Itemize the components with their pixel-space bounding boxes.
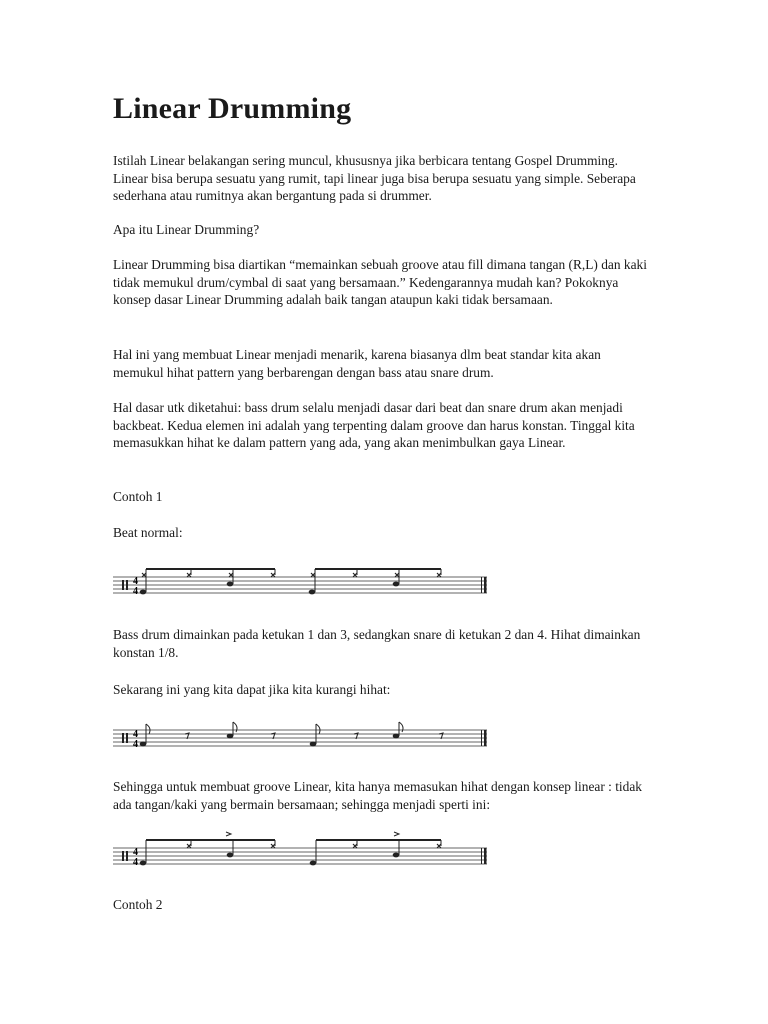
time-signature-top: 4 — [133, 847, 138, 858]
basics-paragraph: Hal dasar utk diketahui: bass drum selalu menjadi dasar dari beat dan snare drum akan menjadi backbeat. Kedua elemen ini adalah yang terpenting dalam groove dan harus konstan. Tinggal kita memasukkan hihat ke dalam pattern yang ada, yang akan menimbulkan gaya Linear. — [113, 400, 635, 450]
intro-paragraph: Istilah Linear belakangan sering muncul, khususnya jika berbicara tentang Gospel Drumming. Linear bisa berupa sesuatu yang rumit, tapi linear juga bisa berupa sesuatu yang simple. Seberapa sederhana atau rumitnya akan bergantung pada si drummer. — [113, 153, 636, 203]
example2-heading: Contoh 2 — [113, 897, 163, 912]
example1-heading: Contoh 1 — [113, 489, 163, 504]
time-signature-bottom: 4 — [133, 857, 138, 868]
hihat-x-notehead-icon — [187, 844, 441, 848]
accent-mark-icon — [226, 832, 399, 836]
beat-normal-label: Beat normal: — [113, 525, 183, 540]
linear-intro-paragraph: Sehingga untuk membuat groove Linear, kita hanya memasukan hihat dengan konsep linear : tidak ada tangan/kaki yang bermain bersamaan; sehingga menjadi sperti ini: — [113, 779, 642, 812]
staff-linear-groove — [113, 830, 493, 876]
definition-paragraph: Linear Drumming bisa diartikan “memainkan sebuah groove atau fill dimana tangan (R,L) dan kaki tidak memukul drum/cymbal di saat yang bersamaan.” Kedengarannya mudah kan? Pokoknya konsep dasar Linear Drumming adalah baik tangan ataupun kaki tidak bersamaan. — [113, 257, 647, 307]
page-title: Linear Drumming — [113, 92, 352, 125]
staff-reduced — [113, 718, 493, 758]
time-signature-bottom: 4 — [133, 739, 138, 750]
time-signature-top: 4 — [133, 729, 138, 740]
staff-normal-beat — [113, 560, 493, 606]
bass-explain-paragraph: Bass drum dimainkan pada ketukan 1 dan 3, sedangkan snare di ketukan 2 dan 4. Hihat dimainkan konstan 1/8. — [113, 627, 641, 660]
question-paragraph: Apa itu Linear Drumming? — [113, 222, 260, 237]
interest-paragraph: Hal ini yang membuat Linear menjadi menarik, karena biasanya dlm beat standar kita akan memukul hihat pattern yang berbarengan dengan bass atau snare drum. — [113, 347, 601, 380]
time-signature-bottom: 4 — [133, 586, 138, 597]
reduced-paragraph: Sekarang ini yang kita dapat jika kita kurangi hihat: — [113, 682, 391, 697]
time-signature-top: 4 — [133, 576, 138, 587]
hihat-x-notehead-icon — [142, 573, 441, 577]
